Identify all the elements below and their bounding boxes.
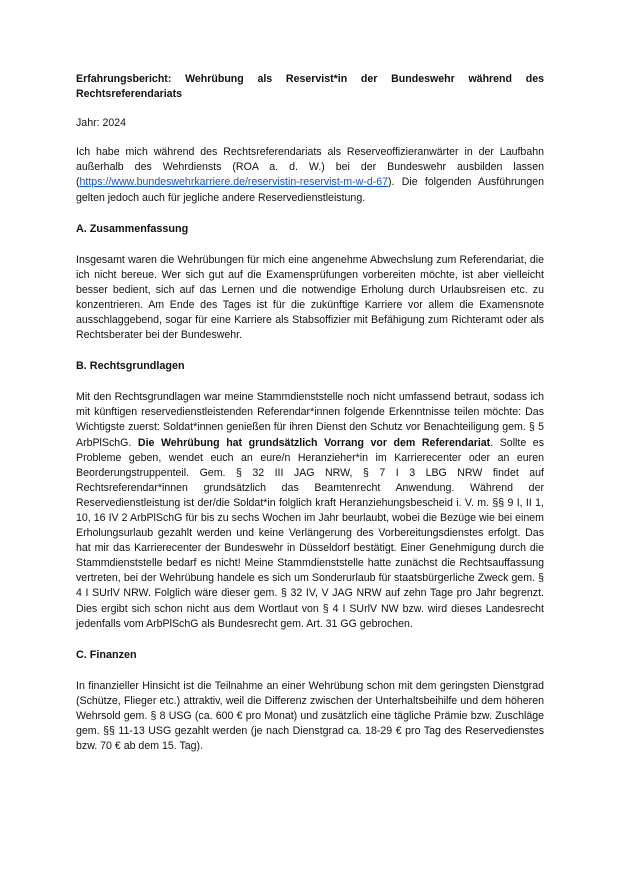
- section-c-paragraph: In finanzieller Hinsicht ist die Teilnahme an einer Wehrübung schon mit dem geringsten Dienstgrad (Schütze, Flieger etc.) attraktiv, weil die Differenz zwischen der Unterhaltsbeihilfe und dem höheren Wehrsold gem. § 8 USG (ca. 600 € pro Monat) und zusätzlich eine tägliche Prämie bzw. Zuschläge gem. §§ 11-13 USG gezahlt werden (je nach Dienstgrad ca. 18-29 € pro Tag des Reservedienstes bzw. 70 € ab dem 15. Tag).: [76, 679, 544, 753]
- section-b-text-2: . Sollte es Probleme geben, wendet euch an eure/n Heranzieher*in im Karrierecenter oder an euren Beorderungstruppenteil. Gem. § 32 III JAG NRW, § 7 I 3 LBG NRW findet auf Rechtsreferendar*innen grundsätzlich das Beamtenrecht Anwendung. Während der Reservedienstleistung ist der/die Soldat*in folglich kraft Heranziehungsbescheid i. V. m. §§ 9 I, II 1, 10, 16 IV 2 ArbPlSchG für bis zu sechs Wochen im Jahr beurlaubt, wobei die Bezüge wie bei einem Erholungsurlaub gezahlt werden und keine Verlängerung des Vorbereitungsdienstes erfolgt. Das hat mir das Karrierecenter der Bundeswehr in Düsseldorf bestätigt. Einer Genehmigung durch die Stammdienststelle bedarf es nicht! Meine Stammdienststelle hatte zunächst die Rechtsauffassung vertreten, bei der Wehrübung handele es sich um Sonderurlaub für staatsbürgerliche Zweck gem. § 4 I SUrlV NRW. Folglich wäre dieser gem. § 32 IV, V JAG NRW auf zehn Tage pro Jahr begrenzt. Dies ergibt sich schon nicht aus dem Wortlaut von § 4 I SUrlV NW bzw. wird dieses Landesrecht jedenfalls vom ArbPlSchG als Bundesrecht gem. Art. 31 GG gebrochen.: [76, 436, 544, 630]
- document-title: Erfahrungsbericht: Wehrübung als Reservist*in der Bundeswehr während des Rechtsreferendariats: [76, 73, 544, 101]
- section-b-heading: B. Rechtsgrundlagen: [76, 360, 185, 373]
- bundeswehr-karriere-link[interactable]: https://www.bundeswehrkarriere.de/reservistin-reservist-m-w-d-67: [79, 176, 389, 189]
- section-b-bold-statement: Die Wehrübung hat grundsätzlich Vorrang vor dem Referendariat: [137, 436, 491, 449]
- intro-text-before: Ich habe mich während des Rechtsreferendariats als Reserveoffizieranwärter in der Laufbahn außerhalb des Wehrdiensts (ROA a. d. W.) bei der Bundeswehr ausbilden lassen (: [76, 146, 544, 189]
- section-a-heading: A. Zusammenfassung: [76, 222, 189, 235]
- section-b-text-1: Mit den Rechtsgrundlagen war meine Stammdienststelle noch nicht umfassend betraut, sodass ich mit künftigen reservedienstleistenden Referendar*innen folgende Erkenntnisse teilen möchte: Das Wichtigste zuerst: Soldat*innen genießen für ihren Dienst den Schutz vor Benachteiligung gem. § 5 ArbPlSchG.: [76, 391, 544, 449]
- document-body: [76, 72, 544, 754]
- intro-paragraph: [76, 145, 544, 205]
- section-c-heading: C. Finanzen: [76, 648, 137, 661]
- year-line: Jahr: 2024: [76, 117, 127, 130]
- section-a-paragraph: Insgesamt waren die Wehrübungen für mich eine angenehme Abwechslung zum Referendariat, die ich nicht bereue. Wer sich gut auf die Examensprüfungen vorbereiten möchte, ist aber vielleicht besser bedient, sich auf das Lernen und die notwendige Erholung durch Urlaubsreisen etc. zu konzentrieren. Am Ende des Tages ist für die zukünftige Karriere vor allem die Examensnote ausschlaggebend, sogar für eine Karriere als Stabsoffizier mit Befähigung zum Richteramt oder als Rechtsberater bei der Bundeswehr.: [76, 253, 544, 342]
- section-b-paragraph: [76, 390, 544, 632]
- intro-text-after: ). Die folgenden Ausführungen gelten jedoch auch für jegliche andere Reservedienstleistung.: [76, 176, 544, 204]
